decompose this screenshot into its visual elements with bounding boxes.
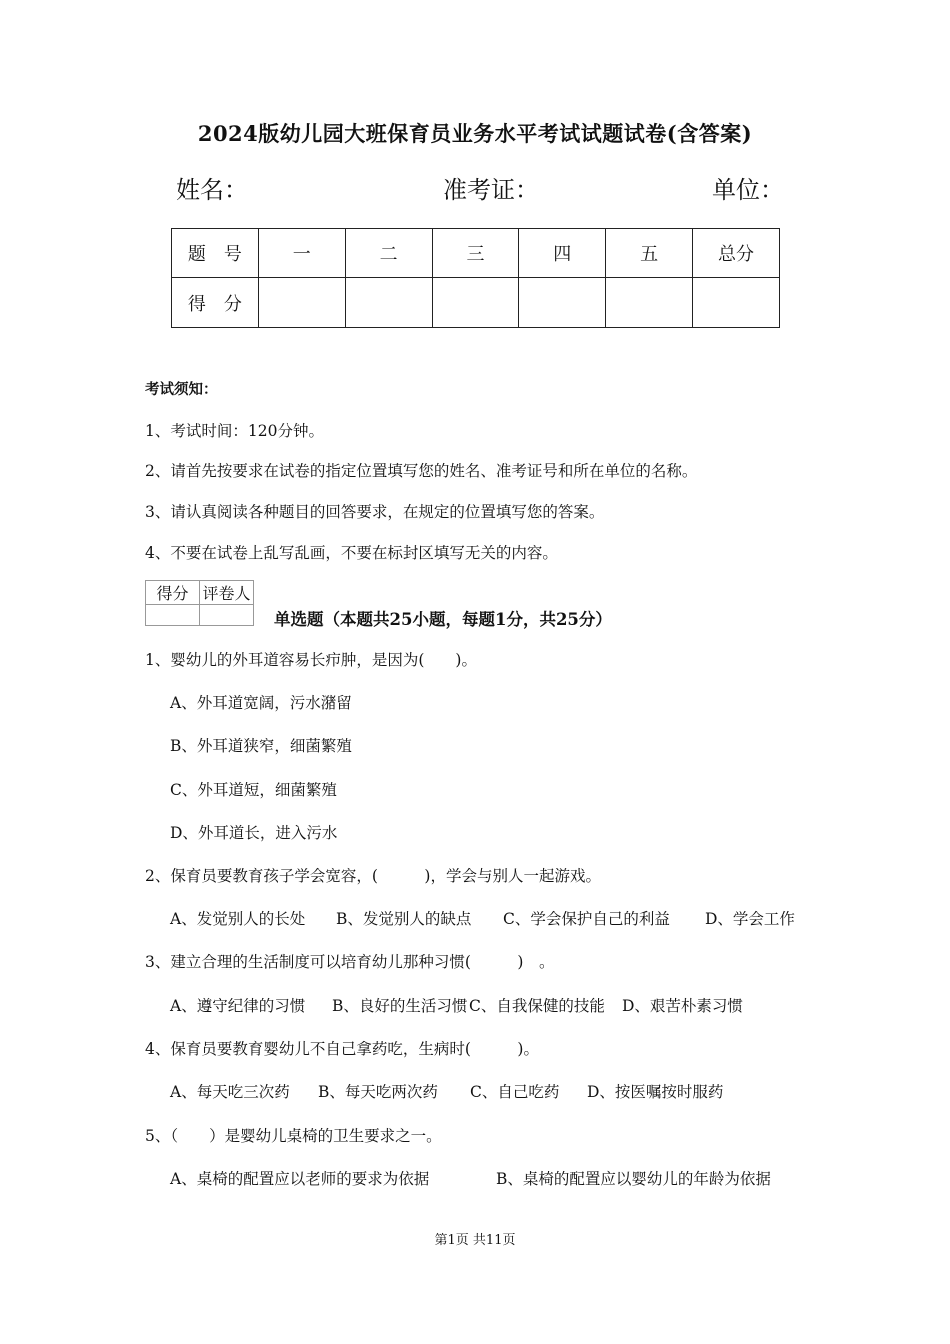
grader-box [145, 580, 254, 626]
score-cell[interactable] [345, 278, 432, 328]
notice-item: 2、请首先按要求在试卷的指定位置填写您的姓名、准考证号和所在单位的名称。 [145, 462, 698, 480]
question-options-row [170, 1080, 723, 1102]
question-option: D、外耳道长，进入污水 [170, 824, 338, 842]
score-header-cell: 题 号 [172, 229, 259, 278]
question-option: C、自己吃药 [470, 1083, 560, 1101]
name-label: 姓名： [176, 176, 248, 204]
question-options-row [170, 1167, 771, 1189]
notice-item: 3、请认真阅读各种题目的回答要求，在规定的位置填写您的答案。 [145, 503, 605, 521]
score-table [171, 228, 780, 328]
grader-score-cell[interactable] [146, 605, 200, 626]
question-option: A、桌椅的配置应以老师的要求为依据 [170, 1170, 430, 1188]
question-option: C、自我保健的技能 [469, 997, 605, 1015]
question-option: B、每天吃两次药 [318, 1083, 438, 1101]
section-title: 单选题（本题共25小题，每题1分，共25分） [274, 610, 612, 629]
unit-label: 单位： [712, 176, 784, 204]
score-table-score-row [172, 278, 780, 328]
question-option: A、每天吃三次药 [170, 1083, 290, 1101]
question-stem: 2、保育员要教育孩子学会宽容，( )，学会与别人一起游戏。 [145, 867, 601, 885]
question-option: D、学会工作 [705, 910, 795, 928]
question-stem: 4、保育员要教育婴幼儿不自己拿药吃，生病时( )。 [145, 1040, 539, 1058]
score-cell[interactable] [258, 278, 345, 328]
score-header-cell: 二 [345, 229, 432, 278]
notice-heading: 考试须知： [145, 381, 218, 398]
score-header-cell: 四 [519, 229, 606, 278]
question-stem: 3、建立合理的生活制度可以培育幼儿那种习惯( ) 。 [145, 953, 555, 971]
question-option: B、良好的生活习惯 [332, 997, 468, 1015]
score-cell[interactable] [693, 278, 780, 328]
question-options-row [170, 907, 795, 929]
question-stem: 5、（ ）是婴幼儿桌椅的卫生要求之一。 [145, 1127, 442, 1145]
grader-score-label: 得分 [146, 581, 200, 605]
page-footer: 第1页 共11页 [434, 1233, 516, 1248]
notice-item: 1、考试时间：120分钟。 [145, 422, 324, 440]
notice-item: 4、不要在试卷上乱写乱画，不要在标封区填写无关的内容。 [145, 544, 558, 562]
score-header-cell: 一 [258, 229, 345, 278]
question-option: A、遵守纪律的习惯 [170, 997, 306, 1015]
question-option: A、发觉别人的长处 [170, 910, 306, 928]
question-option: A、外耳道宽阔，污水潴留 [170, 694, 352, 712]
score-row-label: 得 分 [172, 278, 259, 328]
score-cell[interactable] [606, 278, 693, 328]
question-option: B、外耳道狭窄，细菌繁殖 [170, 737, 352, 755]
question-option: D、艰苦朴素习惯 [622, 997, 743, 1015]
question-option: B、发觉别人的缺点 [336, 910, 472, 928]
score-header-cell: 三 [432, 229, 519, 278]
question-stem: 1、婴幼儿的外耳道容易长疖肿，是因为( )。 [145, 651, 477, 669]
grader-name-label: 评卷人 [200, 581, 254, 605]
ticket-label: 准考证： [443, 176, 539, 204]
question-option: C、学会保护自己的利益 [503, 910, 670, 928]
exam-title: 2024版幼儿园大班保育员业务水平考试试题试卷(含答案) [197, 121, 753, 146]
question-option: D、按医嘱按时服药 [587, 1083, 724, 1101]
grader-name-cell[interactable] [200, 605, 254, 626]
question-option: B、桌椅的配置应以婴幼儿的年龄为依据 [496, 1170, 771, 1188]
score-header-cell: 总分 [693, 229, 780, 278]
score-table-header-row [172, 229, 780, 278]
score-header-cell: 五 [606, 229, 693, 278]
question-option: C、外耳道短，细菌繁殖 [170, 781, 337, 799]
score-cell[interactable] [432, 278, 519, 328]
score-cell[interactable] [519, 278, 606, 328]
question-options-row [170, 994, 743, 1016]
